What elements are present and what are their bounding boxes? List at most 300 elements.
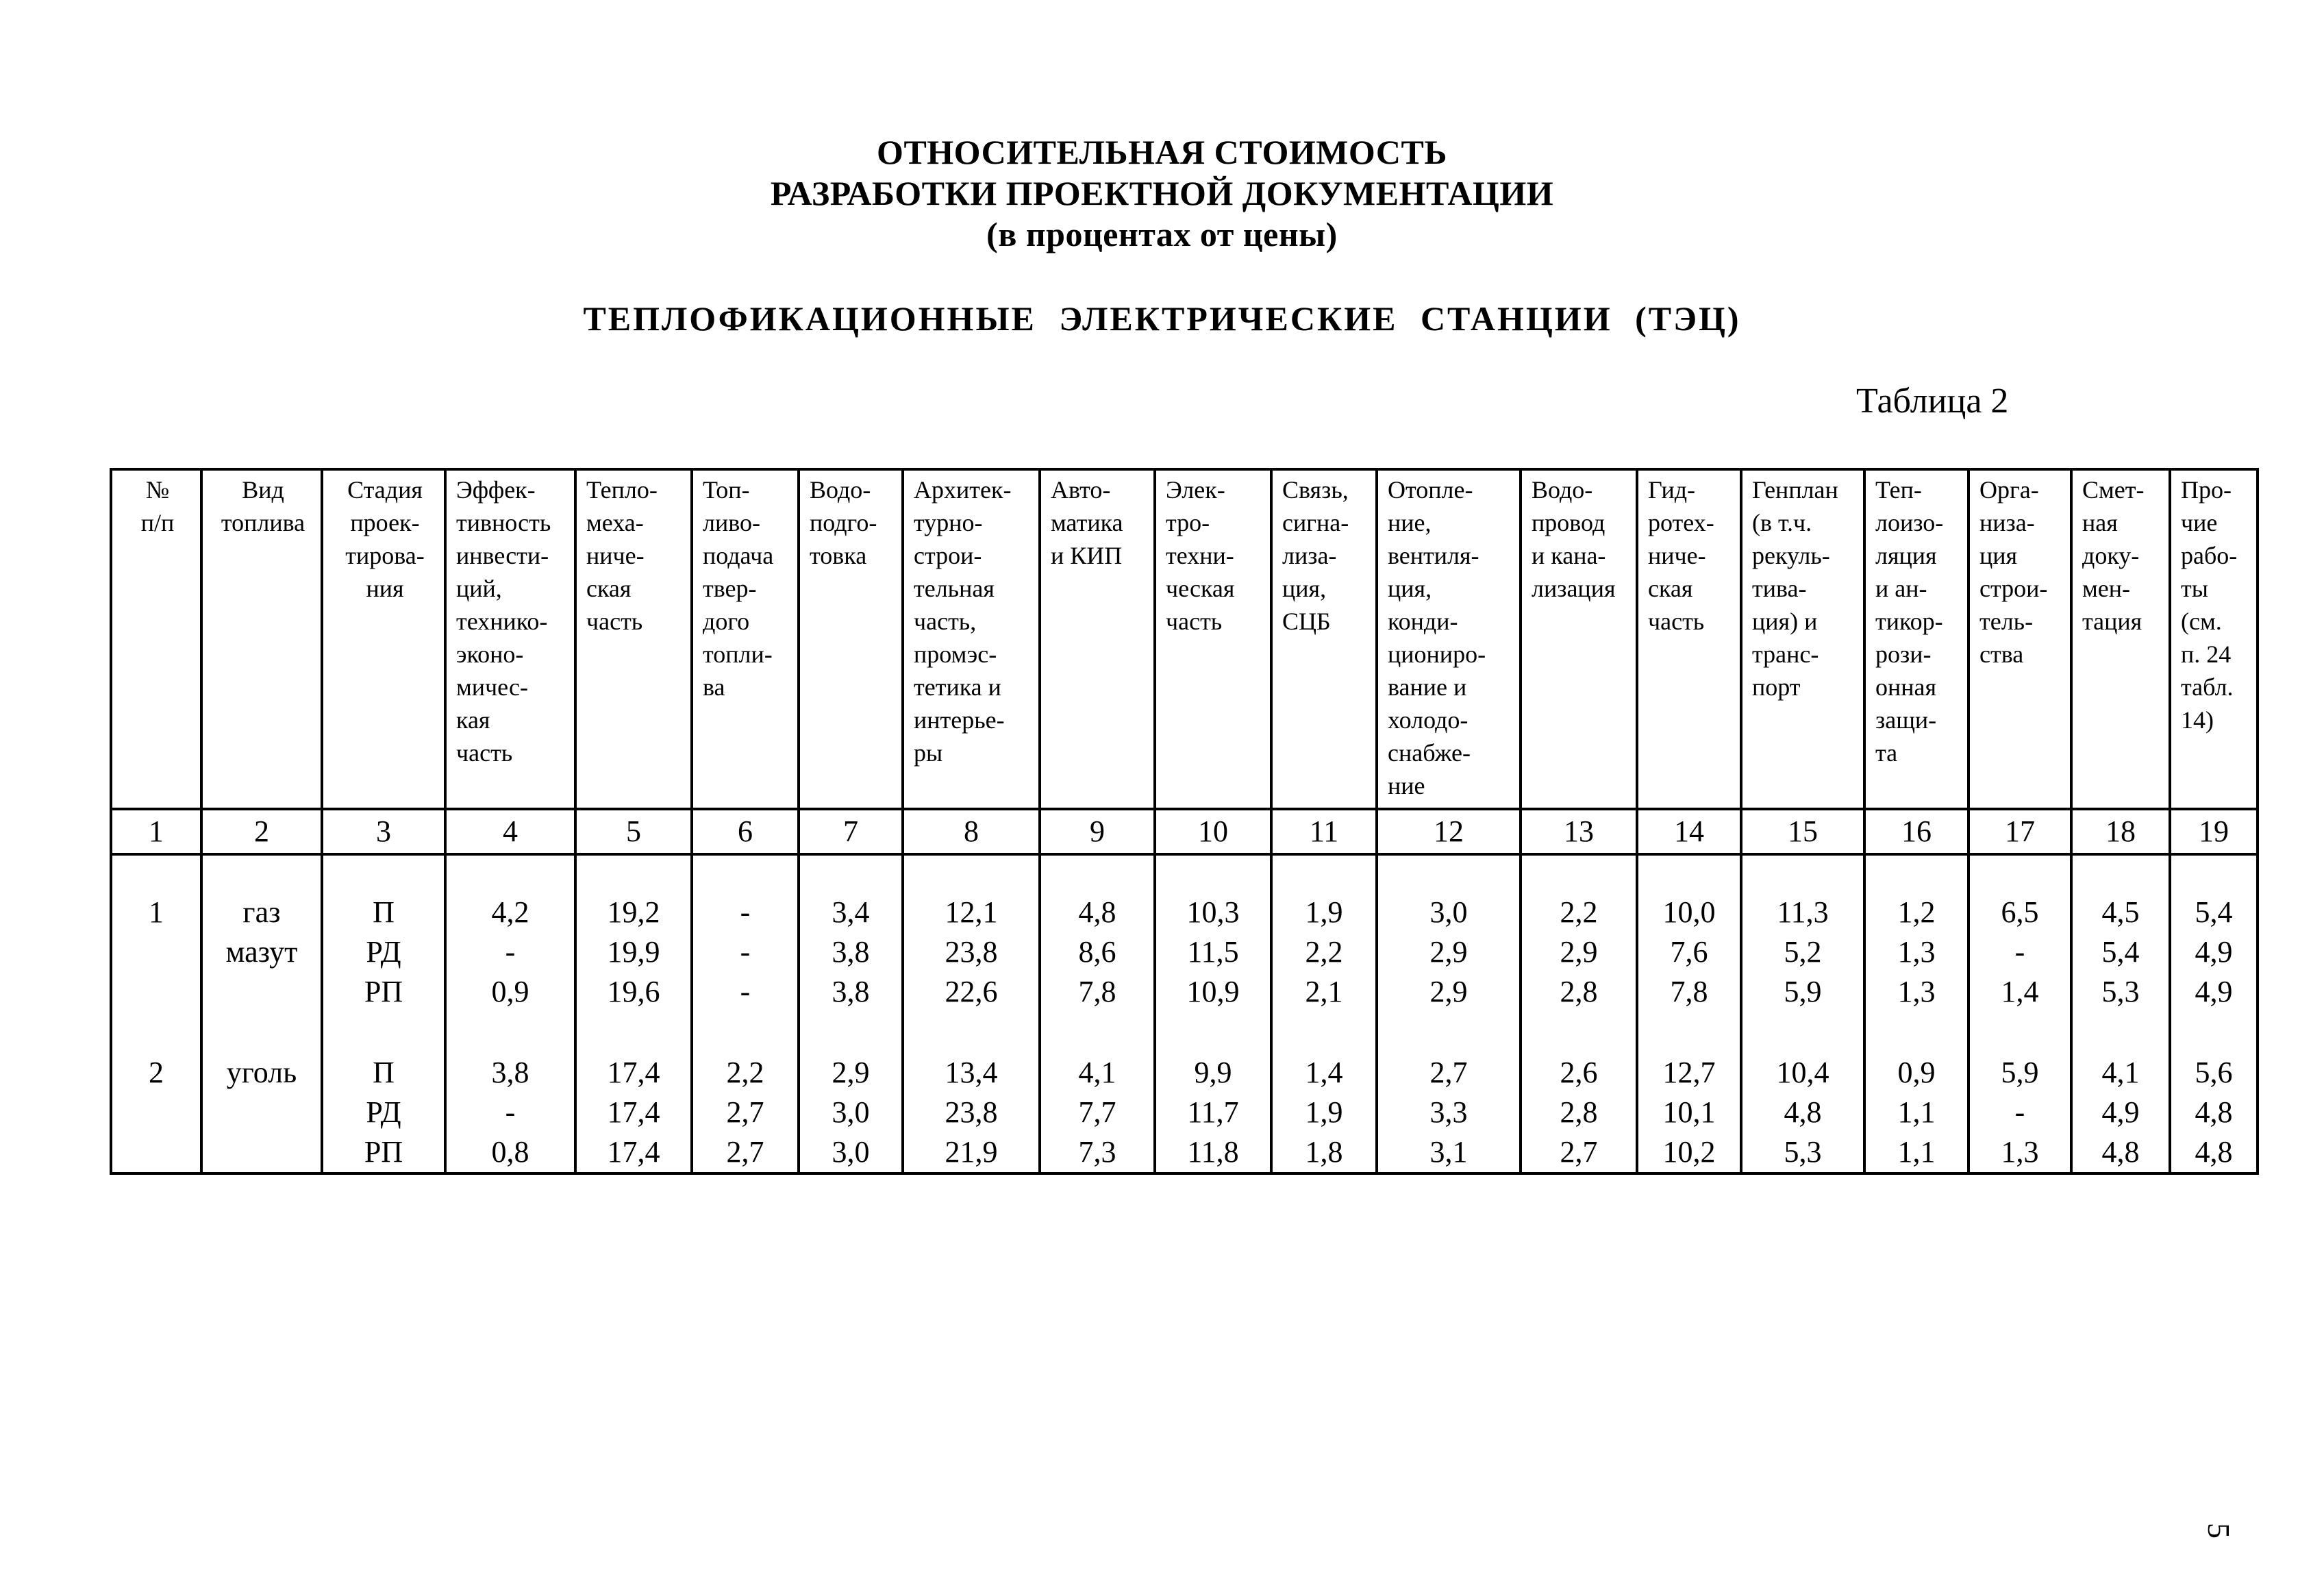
data-cell: 13,4 (945, 1056, 998, 1089)
data-cell: 2,7 (1429, 1056, 1468, 1089)
header-line: ция (1979, 542, 2018, 569)
header-line: и КИП (1051, 542, 1123, 569)
spacer-row (111, 854, 2258, 865)
header-line: ция, (1282, 575, 1327, 602)
spacer-cell (1271, 854, 1377, 865)
header-line: и кана- (1532, 542, 1606, 569)
data-cell (112, 1093, 200, 1132)
header-cell (1637, 469, 1741, 809)
header-line: тель- (1979, 608, 2034, 635)
data-cell: 6,5 (2001, 895, 2039, 929)
data-cell: 2,1 (1305, 975, 1343, 1008)
header-cell (575, 469, 692, 809)
header-line: лиза- (1282, 542, 1337, 569)
spacer-cell (903, 854, 1040, 865)
header-line: мен- (2082, 575, 2131, 602)
column-number: 4 (445, 809, 575, 854)
data-cell: 2,2 (1560, 895, 1598, 929)
data-cell: 4,8 (1784, 1095, 1822, 1129)
header-line: матика (1051, 509, 1123, 536)
data-cell: 3,4 (832, 895, 870, 929)
data-cell: - (740, 895, 751, 929)
data-cell: 1,3 (1897, 935, 1936, 969)
data-cell: 4,2 (491, 895, 529, 929)
data-cell: 1,9 (1305, 1095, 1343, 1129)
header-line: (в т.ч. (1752, 509, 1812, 536)
column-number: 14 (1637, 809, 1741, 854)
data-cell: 1,1 (1897, 1135, 1936, 1169)
data-cell (112, 972, 200, 1012)
data-row (111, 865, 2258, 1173)
header-line: Орга- (1979, 476, 2039, 503)
data-cell: 3,0 (1429, 895, 1468, 929)
group-gap (323, 1012, 444, 1053)
data-cell: 2,9 (1429, 975, 1468, 1008)
header-line: меха- (586, 509, 644, 536)
header-line: Тепло- (586, 476, 658, 503)
header-line: ния (366, 575, 404, 602)
header-line: Теп- (1875, 476, 1922, 503)
data-cell: 7,8 (1670, 975, 1708, 1008)
data-cell: 12,1 (945, 895, 998, 929)
spacer-cell (1040, 854, 1155, 865)
column-number: 18 (2071, 809, 2170, 854)
data-cell: 17,4 (607, 1135, 660, 1169)
header-line: СЦБ (1282, 608, 1331, 635)
data-cell: 1 (149, 895, 164, 929)
header-line: доку- (2082, 542, 2140, 569)
data-cell: - (505, 1095, 516, 1129)
data-column (1271, 865, 1377, 1173)
data-cell: 19,2 (607, 895, 660, 929)
data-cell: 11,8 (1187, 1135, 1239, 1169)
header-cell (1155, 469, 1271, 809)
data-column (1969, 865, 2071, 1173)
header-line: Эффек- (456, 476, 536, 503)
column-number: 11 (1271, 809, 1377, 854)
data-column (575, 865, 692, 1173)
header-line: сигна- (1282, 509, 1349, 536)
data-cell: газ (242, 895, 281, 929)
data-cell: 2,2 (1305, 935, 1343, 969)
header-line: проек- (350, 509, 420, 536)
title-line-1: ОТНОСИТЕЛЬНАЯ СТОИМОСТЬ (877, 133, 1447, 171)
data-cell: 1,4 (2001, 975, 2039, 1008)
spacer-cell (1741, 854, 1864, 865)
header-line: топли- (703, 640, 773, 668)
data-column (1377, 865, 1521, 1173)
spacer-cell (111, 854, 201, 865)
header-line: та (1875, 739, 1898, 767)
header-line: Топ- (703, 476, 750, 503)
spacer-cell (692, 854, 799, 865)
data-cell: 17,4 (607, 1056, 660, 1089)
header-cell (1864, 469, 1969, 809)
data-cell: 5,9 (1784, 975, 1822, 1008)
data-cell: 4,1 (1078, 1056, 1116, 1089)
data-cell: 5,4 (2195, 895, 2233, 929)
data-column (201, 865, 322, 1173)
group-gap (1638, 1012, 1740, 1053)
data-column (692, 865, 799, 1173)
data-cell: 1,9 (1305, 895, 1343, 929)
header-cell (1741, 469, 1864, 809)
data-cell: 4,9 (2101, 1095, 2140, 1129)
data-cell: 1,1 (1897, 1095, 1936, 1129)
data-cell: 2,7 (726, 1095, 764, 1129)
header-line: часть (586, 608, 643, 635)
header-line: Водо- (810, 476, 871, 503)
group-gap (2073, 1012, 2169, 1053)
data-cell (203, 1093, 321, 1132)
header-line: Вид (242, 476, 284, 503)
header-cell (201, 469, 322, 809)
data-cell: 10,9 (1186, 975, 1240, 1008)
data-cell: 23,8 (945, 935, 998, 969)
header-line: онная (1875, 673, 1937, 701)
header-line: холодо- (1388, 706, 1469, 734)
data-cell: 5,9 (2001, 1056, 2039, 1089)
header-cell (799, 469, 903, 809)
group-gap (1522, 1012, 1636, 1053)
group-gap (112, 1012, 200, 1053)
data-cell: 2,9 (832, 1056, 870, 1089)
header-line: кая (456, 706, 490, 734)
spacer-cell (575, 854, 692, 865)
header-line: часть, (914, 608, 977, 635)
header-line: Архитек- (914, 476, 1012, 503)
data-cell: 2,7 (726, 1135, 764, 1169)
data-cell: 5,3 (2101, 975, 2140, 1008)
header-line: топлива (221, 509, 305, 536)
header-line: тирова- (345, 542, 425, 569)
data-cell: 2,2 (726, 1056, 764, 1089)
header-line: ства (1979, 640, 2024, 668)
data-column (1637, 865, 1741, 1173)
header-line: ческая (1166, 575, 1235, 602)
header-line: ская (586, 575, 632, 602)
group-gap (693, 1012, 797, 1053)
data-cell: 1,4 (1305, 1056, 1343, 1089)
header-line: Про- (2181, 476, 2232, 503)
data-cell (112, 932, 200, 972)
data-cell: РП (364, 975, 403, 1008)
spacer-cell (1969, 854, 2071, 865)
header-line: конди- (1388, 608, 1458, 635)
data-cell: 0,8 (491, 1135, 529, 1169)
data-cell: 17,4 (607, 1095, 660, 1129)
header-line: п/п (140, 509, 175, 536)
group-gap (1866, 1012, 1967, 1053)
data-cell: 2,9 (1560, 935, 1598, 969)
data-cell: 3,3 (1429, 1095, 1468, 1129)
spacer-cell (201, 854, 322, 865)
document-subtitle: ТЕПЛОФИКАЦИОННЫЕ ЭЛЕКТРИЧЕСКИЕ СТАНЦИИ (ТЭЦ) (583, 299, 1741, 338)
spacer-cell (322, 854, 445, 865)
data-cell: 2,8 (1560, 1095, 1598, 1129)
header-line: тикор- (1875, 608, 1943, 635)
header-line: Связь, (1282, 476, 1349, 503)
header-line: вание и (1388, 673, 1467, 701)
header-line: циониро- (1388, 640, 1486, 668)
column-number: 10 (1155, 809, 1271, 854)
header-cell (1040, 469, 1155, 809)
header-line: Смет- (2082, 476, 2145, 503)
data-cell (203, 1132, 321, 1172)
data-cell: 4,8 (1078, 895, 1116, 929)
data-cell: 21,9 (945, 1135, 998, 1169)
data-column (903, 865, 1040, 1173)
data-cell: РД (366, 1095, 401, 1129)
data-cell: 3,0 (832, 1135, 870, 1169)
data-cell: 12,7 (1662, 1056, 1716, 1089)
header-line: ниче- (1648, 542, 1706, 569)
data-cell: РД (366, 935, 401, 969)
column-number: 7 (799, 809, 903, 854)
data-column (322, 865, 445, 1173)
header-cell (2170, 469, 2258, 809)
data-cell: 10,3 (1186, 895, 1240, 929)
header-cell (1521, 469, 1637, 809)
data-cell (112, 1132, 200, 1172)
header-line: провод (1532, 509, 1605, 536)
data-cell: 2,7 (1560, 1135, 1598, 1169)
header-line: порт (1752, 673, 1801, 701)
data-column (1521, 865, 1637, 1173)
header-line: ры (914, 739, 943, 767)
header-line: Водо- (1532, 476, 1593, 503)
column-number: 17 (1969, 809, 2071, 854)
header-line: лоизо- (1875, 509, 1944, 536)
group-gap (1041, 1012, 1153, 1053)
data-cell: 10,1 (1662, 1095, 1716, 1129)
data-cell: 4,8 (2195, 1135, 2233, 1169)
column-number: 16 (1864, 809, 1969, 854)
header-line: защи- (1875, 706, 1937, 734)
data-cell: - (740, 935, 751, 969)
data-cell: 3,8 (491, 1056, 529, 1089)
data-cell: 2 (149, 1056, 164, 1089)
header-line: ций, (456, 575, 502, 602)
header-line: часть (456, 739, 513, 767)
header-line: рози- (1875, 640, 1932, 668)
title-line-3: (в процентах от цены) (986, 215, 1338, 253)
spacer-cell (1864, 854, 1969, 865)
header-line: строи- (1979, 575, 2048, 602)
header-line: ция) и (1752, 608, 1818, 635)
header-cell (903, 469, 1040, 809)
header-line: подача (703, 542, 774, 569)
group-gap (203, 1012, 321, 1053)
header-line: интерье- (914, 706, 1005, 734)
data-cell: 4,9 (2195, 935, 2233, 969)
header-line: промэс- (914, 640, 997, 668)
data-cell: - (2014, 935, 2025, 969)
header-line: ляция (1875, 542, 1937, 569)
header-line: техни- (1166, 542, 1234, 569)
data-cell: 1,3 (2001, 1135, 2039, 1169)
column-number: 9 (1040, 809, 1155, 854)
data-cell: РП (364, 1135, 403, 1169)
data-cell: - (740, 975, 751, 1008)
header-line: тивность (456, 509, 551, 536)
group-gap (447, 1012, 574, 1053)
header-cell (1271, 469, 1377, 809)
group-gap (1156, 1012, 1270, 1053)
page-number: 5 (2201, 1523, 2236, 1539)
data-cell: 23,8 (945, 1095, 998, 1129)
header-line: тетика и (914, 673, 1001, 701)
group-gap (1970, 1012, 2070, 1053)
header-line: Генплан (1752, 476, 1838, 503)
data-column (111, 865, 201, 1173)
data-cell: 5,6 (2195, 1056, 2233, 1089)
column-number: 8 (903, 809, 1040, 854)
data-cell: 7,3 (1078, 1135, 1116, 1169)
group-gap (1273, 1012, 1375, 1053)
header-line: транс- (1752, 640, 1819, 668)
header-line: снабже- (1388, 739, 1471, 767)
header-line: рекуль- (1752, 542, 1830, 569)
header-line: твер- (703, 575, 757, 602)
spacer-cell (1521, 854, 1637, 865)
cost-table (110, 468, 2259, 1175)
header-line: и ан- (1875, 575, 1927, 602)
data-cell: 9,9 (1194, 1056, 1232, 1089)
column-number: 5 (575, 809, 692, 854)
spacer-cell (445, 854, 575, 865)
data-cell: 7,8 (1078, 975, 1116, 1008)
spacer-cell (2170, 854, 2258, 865)
data-cell: 8,6 (1078, 935, 1116, 969)
header-line: тельная (914, 575, 995, 602)
data-cell: 10,0 (1662, 895, 1716, 929)
column-number: 3 (322, 809, 445, 854)
header-row (111, 469, 2258, 809)
data-cell: 4,8 (2101, 1135, 2140, 1169)
data-cell: 5,3 (1784, 1135, 1822, 1169)
group-gap (2171, 1012, 2256, 1053)
header-cell (2071, 469, 2170, 809)
data-column (1040, 865, 1155, 1173)
spacer-cell (2071, 854, 2170, 865)
data-cell: 7,6 (1670, 935, 1708, 969)
spacer-cell (1377, 854, 1521, 865)
data-cell: 4,1 (2101, 1056, 2140, 1089)
header-cell (692, 469, 799, 809)
header-line: вентиля- (1388, 542, 1479, 569)
header-line: турно- (914, 509, 983, 536)
group-gap (1378, 1012, 1519, 1053)
data-cell: 2,9 (1429, 935, 1468, 969)
header-line: ние (1388, 772, 1425, 799)
data-column (1155, 865, 1271, 1173)
data-cell: 3,8 (832, 935, 870, 969)
header-line: табл. (2181, 673, 2234, 701)
header-line: ливо- (703, 509, 760, 536)
header-line: товка (810, 542, 867, 569)
data-cell: 3,8 (832, 975, 870, 1008)
table-label: Таблица 2 (1856, 382, 2009, 421)
header-line: чие (2181, 509, 2218, 536)
header-line: ниче- (586, 542, 645, 569)
data-cell: - (505, 935, 516, 969)
header-line: № (145, 476, 170, 503)
column-number: 15 (1741, 809, 1864, 854)
data-column (445, 865, 575, 1173)
data-cell: 2,8 (1560, 975, 1598, 1008)
header-line: ротех- (1648, 509, 1714, 536)
data-cell: 5,2 (1784, 935, 1822, 969)
data-cell (203, 972, 321, 1012)
data-cell: 1,2 (1897, 895, 1936, 929)
header-line: Гид- (1648, 476, 1696, 503)
data-column (799, 865, 903, 1173)
header-line: п. 24 (2181, 640, 2232, 668)
header-line: ние, (1388, 509, 1432, 536)
header-line: ная (2082, 509, 2118, 536)
spacer-cell (1155, 854, 1271, 865)
column-number: 19 (2170, 809, 2258, 854)
header-cell (322, 469, 445, 809)
header-line: мичес- (456, 673, 528, 701)
column-number: 1 (111, 809, 201, 854)
header-line: часть (1648, 608, 1705, 635)
header-cell (1377, 469, 1521, 809)
header-line: часть (1166, 608, 1223, 635)
header-line: инвести- (456, 542, 549, 569)
data-cell: 3,1 (1429, 1135, 1468, 1169)
data-cell: 19,9 (607, 935, 660, 969)
header-line: строи- (914, 542, 982, 569)
data-column (2170, 865, 2258, 1173)
spacer-cell (799, 854, 903, 865)
data-cell: 4,5 (2101, 895, 2140, 929)
data-cell: 7,7 (1078, 1095, 1116, 1129)
header-line: ты (2181, 575, 2208, 602)
column-number: 13 (1521, 809, 1637, 854)
data-cell: 1,3 (1897, 975, 1936, 1008)
header-line: тация (2082, 608, 2142, 635)
data-cell: П (373, 895, 395, 929)
header-line: (см. (2181, 608, 2222, 635)
header-line: 14) (2181, 706, 2214, 734)
header-line: технико- (456, 608, 548, 635)
group-gap (904, 1012, 1038, 1053)
header-line: Элек- (1166, 476, 1225, 503)
header-line: низа- (1979, 509, 2035, 536)
header-cell (445, 469, 575, 809)
header-line: Стадия (347, 476, 423, 503)
data-cell: - (2014, 1095, 2025, 1129)
column-number: 6 (692, 809, 799, 854)
column-number-row (111, 809, 2258, 854)
data-cell: 4,8 (2195, 1095, 2233, 1129)
data-cell: 11,3 (1777, 895, 1829, 929)
data-cell: 19,6 (607, 975, 660, 1008)
data-cell: 5,4 (2101, 935, 2140, 969)
data-column (2071, 865, 2170, 1173)
group-gap (577, 1012, 690, 1053)
data-column (1741, 865, 1864, 1173)
data-cell: 0,9 (491, 975, 529, 1008)
data-cell: 4,9 (2195, 975, 2233, 1008)
data-cell: 11,5 (1187, 935, 1239, 969)
data-cell: 2,6 (1560, 1056, 1598, 1089)
header-line: тива- (1752, 575, 1807, 602)
header-line: рабо- (2181, 542, 2238, 569)
data-cell: 10,2 (1662, 1135, 1716, 1169)
